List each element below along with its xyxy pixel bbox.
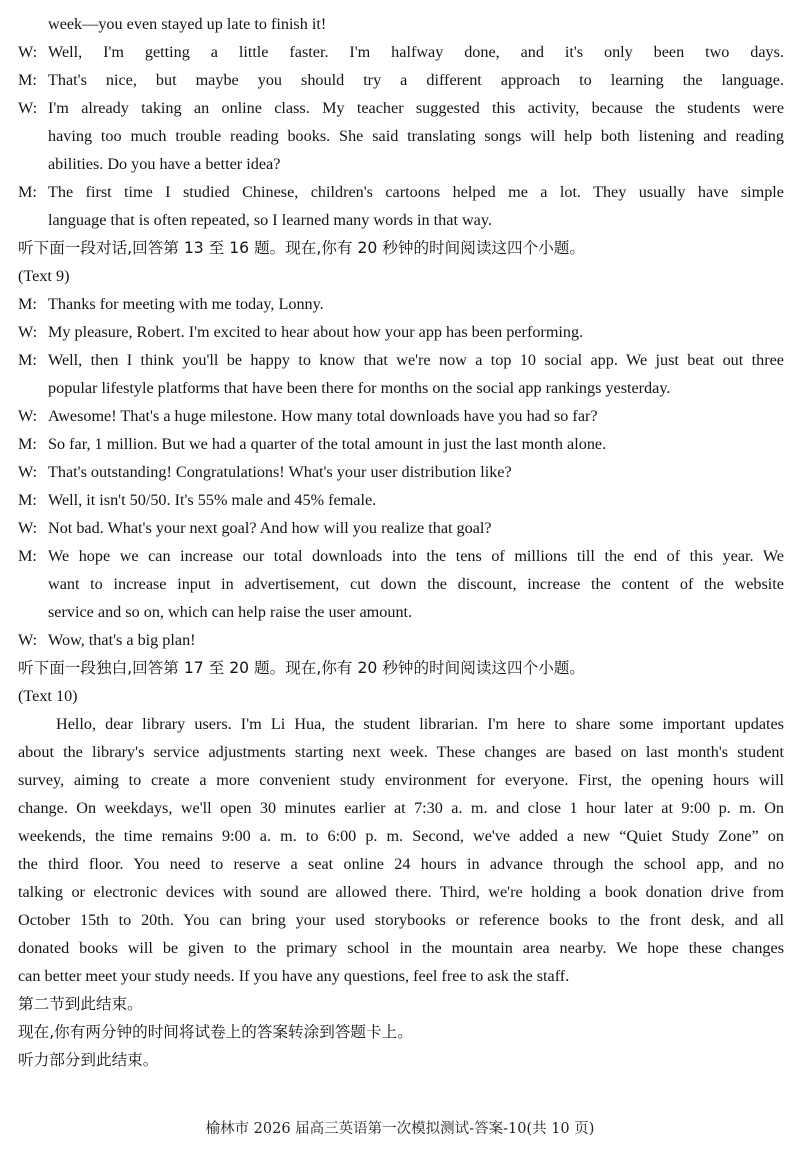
monologue-line: change. On weekdays, we'll open 30 minutes earlier at 7:30 a. m. and close 1 hour later at 9:00 p. m. On [18, 799, 784, 817]
speaker-label: M: [18, 491, 37, 509]
dialogue-text: Well, I'm getting a little faster. I'm halfway done, and it's only been two days. [48, 43, 784, 61]
monologue-line: talking or electronic devices with sound are allowed there. Third, we're holding a book donation drive from [18, 883, 784, 901]
dialogue-line [18, 291, 784, 319]
dialogue-line [18, 543, 784, 571]
dialogue-text: I'm already taking an online class. My teacher suggested this activity, because the students were [48, 99, 784, 117]
dialogue-line: want to increase input in advertisement, cut down the discount, increase the content of the website [48, 575, 784, 593]
dialogue-text: That's outstanding! Congratulations! What's your user distribution like? [48, 463, 512, 481]
instruction-text9: 听下面一段对话,回答第 13 至 16 题。现在,你有 20 秒钟的时间阅读这四个小题。 [18, 239, 585, 257]
instruction-text10: 听下面一段独白,回答第 17 至 20 题。现在,你有 20 秒钟的时间阅读这四个小题。 [18, 659, 585, 677]
dialogue-line [18, 487, 784, 515]
speaker-label: W: [18, 519, 38, 537]
dialogue-text: The first time I studied Chinese, children's cartoons helped me a lot. They usually have simple [48, 183, 784, 201]
dialogue-line [18, 39, 784, 67]
dialogue-line [18, 459, 784, 487]
speaker-label: M: [18, 351, 37, 369]
dialogue-text: Wow, that's a big plan! [48, 631, 196, 649]
speaker-label: M: [18, 295, 37, 313]
speaker-label: W: [18, 463, 38, 481]
dialogue-text: My pleasure, Robert. I'm excited to hear about how your app has been performing. [48, 323, 584, 341]
speaker-label: W: [18, 631, 38, 649]
dialogue-line [18, 347, 784, 375]
dialogue-text: Thanks for meeting with me today, Lonny. [48, 295, 324, 313]
monologue-text: Hello, dear library users. I'm Li Hua, the student librarian. I'm here to share some important updates [56, 715, 784, 733]
speaker-label: M: [18, 71, 37, 89]
dialogue-text: Not bad. What's your next goal? And how will you realize that goal? [48, 519, 492, 537]
dialogue-text: Awesome! That's a huge milestone. How many total downloads have you had so far? [48, 407, 598, 425]
dialogue-line [18, 403, 784, 431]
dialogue-line: language that is often repeated, so I learned many words in that way. [48, 211, 492, 229]
monologue-line: the third floor. You need to reserve a seat online 24 hours in advance through the school app, and no [18, 855, 784, 873]
speaker-label: W: [18, 43, 38, 61]
monologue-line: October 15th to 20th. You can bring your used storybooks or reference books to the front desk, and all [18, 911, 784, 929]
text10-label: (Text 10) [18, 687, 78, 705]
monologue-line: survey, aiming to create a more convenient study environment for everyone. First, the opening hours will [18, 771, 784, 789]
dialogue-line: service and so on, which can help raise the user amount. [48, 603, 413, 621]
dialogue-line [18, 515, 784, 543]
monologue-line: donated books will be given to the primary school in the mountain area nearby. We hope these changes [18, 939, 784, 957]
dialogue-line [18, 627, 784, 655]
speaker-label: W: [18, 407, 38, 425]
dialogue-text: Well, it isn't 50/50. It's 55% male and 45% female. [48, 491, 377, 509]
text9-label: (Text 9) [18, 267, 70, 285]
dialogue-line: popular lifestyle platforms that have been there for months on the social app rankings yesterday. [48, 379, 671, 397]
dialogue-line [18, 431, 784, 459]
speaker-label: M: [18, 435, 37, 453]
monologue-line: weekends, the time remains 9:00 a. m. to 6:00 p. m. Second, we've added a new “Quiet Study Zone” on [18, 827, 784, 845]
dialogue-text: We hope we can increase our total downloads into the tens of millions till the end of this year. We [48, 547, 784, 565]
dialogue-text: Well, then I think you'll be happy to know that we're now a top 10 social app. We just beat out three [48, 351, 784, 369]
dialogue-line [18, 67, 784, 95]
dialogue-line: having too much trouble reading books. She said translating songs will help both listening and reading [48, 127, 784, 145]
dialogue-line [18, 95, 784, 123]
speaker-label: M: [18, 547, 37, 565]
monologue-line: about the library's service adjustments starting next week. These changes are based on last month's student [18, 743, 784, 761]
monologue-line: can better meet your study needs. If you have any questions, feel free to ask the staff. [18, 967, 570, 985]
dialogue-continuation-line: week—you even stayed up late to finish it! [48, 15, 327, 33]
dialogue-line: abilities. Do you have a better idea? [48, 155, 281, 173]
speaker-label: W: [18, 99, 38, 117]
speaker-label: W: [18, 323, 38, 341]
section-end-note: 第二节到此结束。 [18, 995, 143, 1013]
listening-end-note: 听力部分到此结束。 [18, 1051, 159, 1069]
monologue-line [18, 711, 784, 739]
dialogue-text: That's nice, but maybe you should try a different approach to learning the language. [48, 71, 784, 89]
page-footer: 榆林市 2026 届高三英语第一次模拟测试-答案-10(共 10 页) [205, 1121, 595, 1137]
dialogue-text: So far, 1 million. But we had a quarter of the total amount in just the last month alone. [48, 435, 607, 453]
dialogue-line [18, 179, 784, 207]
dialogue-line [18, 319, 784, 347]
speaker-label: M: [18, 183, 37, 201]
transfer-answers-note: 现在,你有两分钟的时间将试卷上的答案转涂到答题卡上。 [18, 1023, 413, 1041]
